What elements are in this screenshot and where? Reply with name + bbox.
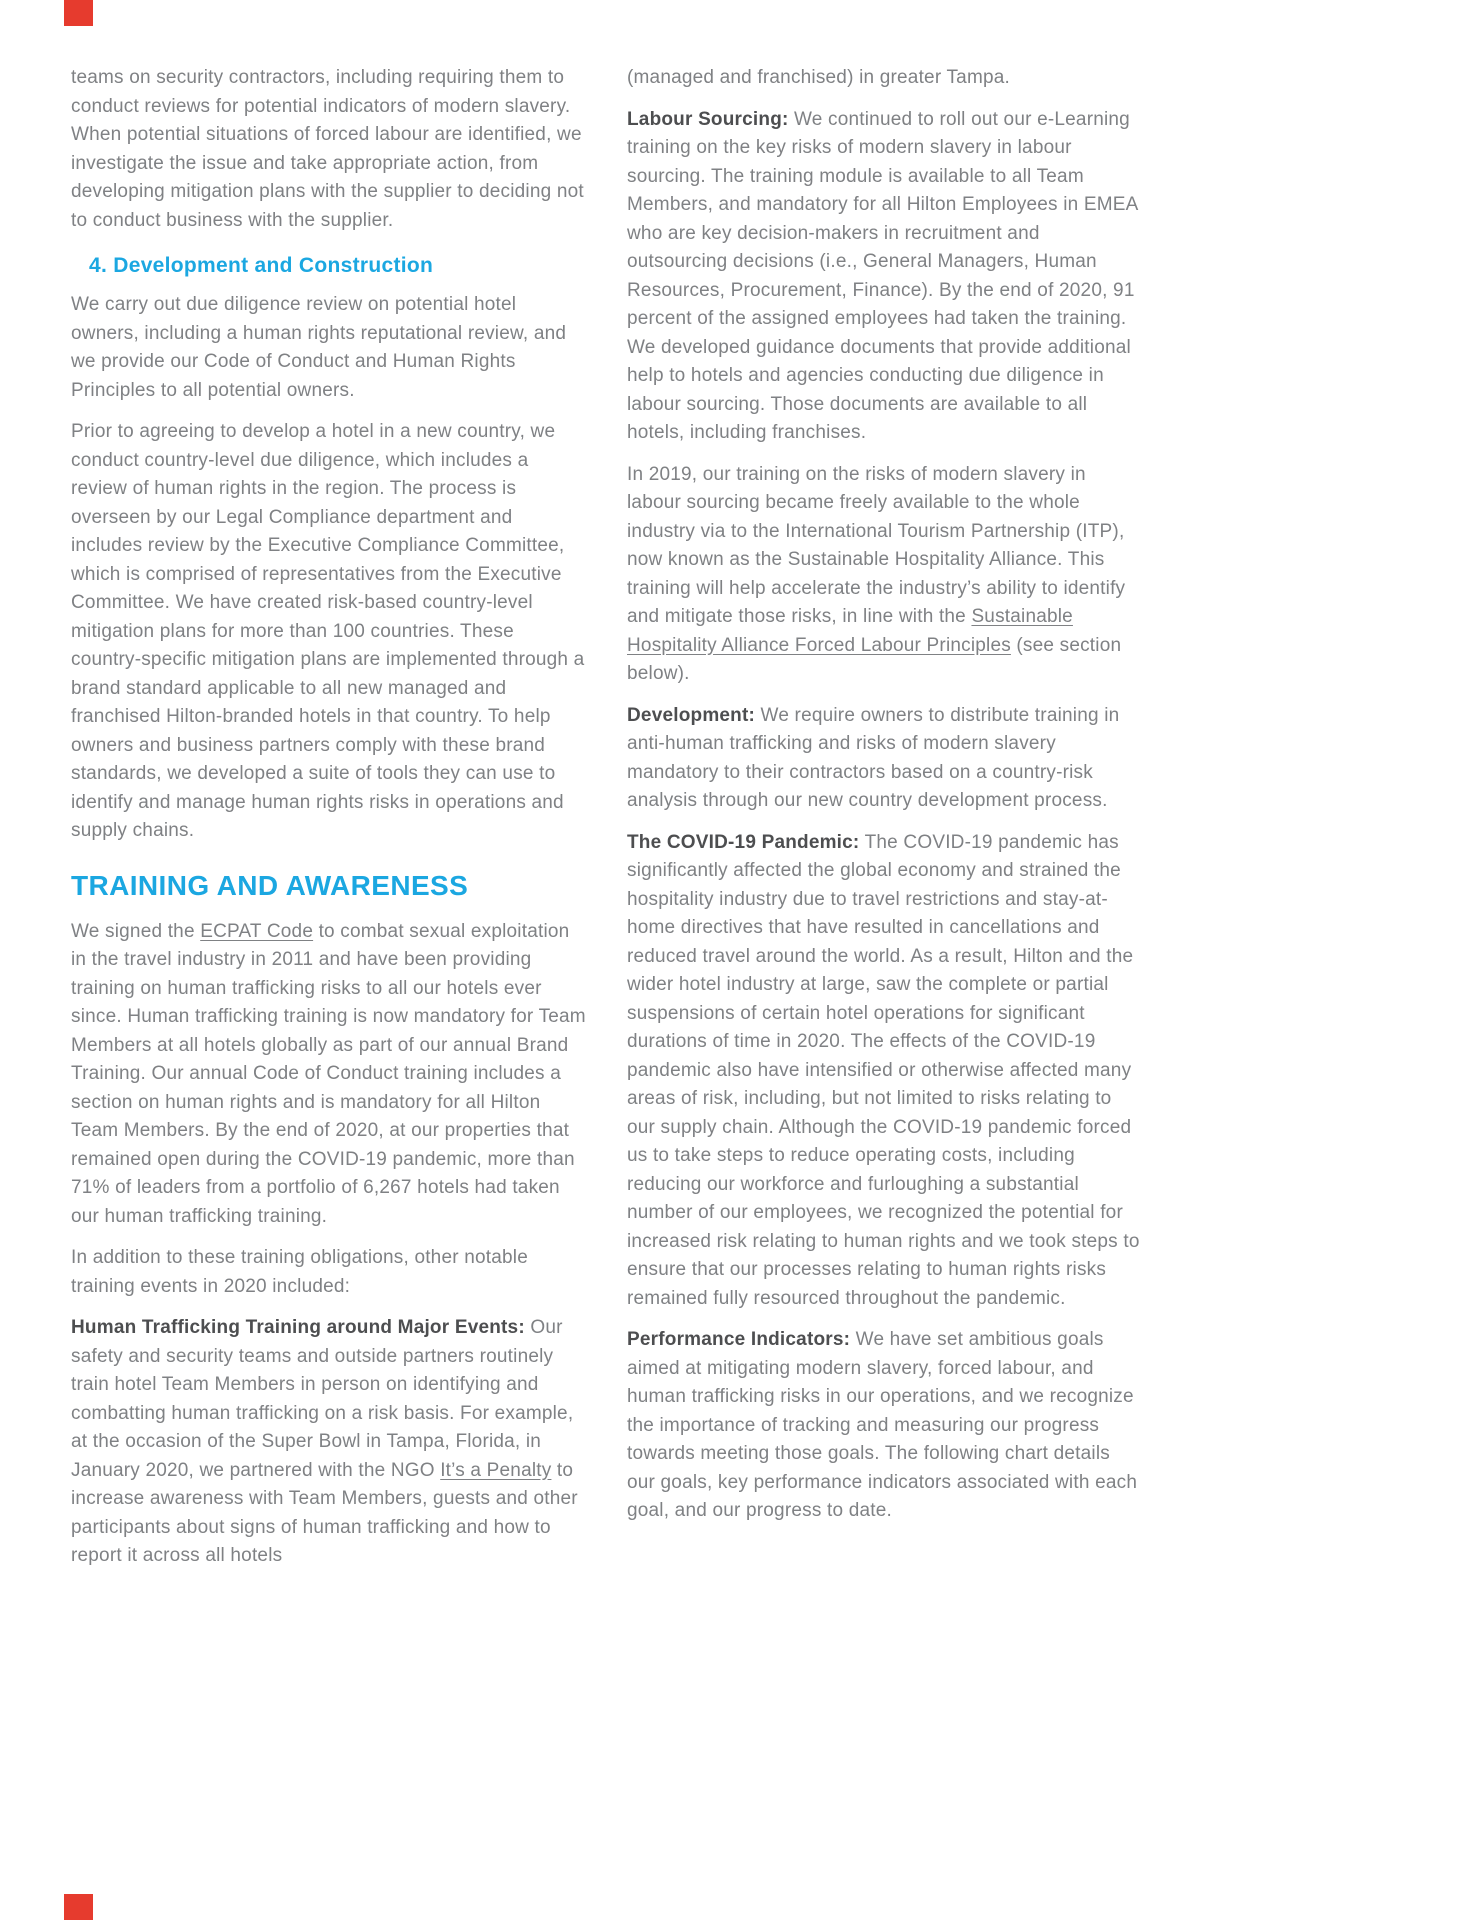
- text-run: Prior to agreeing to develop a hotel in a new country, we conduct country-level due diligence, which includes a review of human rights in the region. The process is overseen by our Legal Compliance department and includes review by the Executive Compliance Committee, which is comprised of representatives from the Executive Committee. We have created risk-based country-level mitigation plans for more than 100 countries. These country-specific mitigation plans are implemented through a brand standard applicable to all new managed and franchised Hilton-branded hotels in that country. To help owners and business partners comply with these brand standards, we developed a suite of tools they can use to identify and manage human rights risks in operations and supply chains.: [71, 421, 585, 841]
- text-run: In addition to these training obligations, other notable training events in 2020 included:: [71, 1247, 528, 1297]
- ecpat-code-link[interactable]: ECPAT Code: [200, 920, 314, 942]
- page-edge-mark-bottom: [64, 1894, 93, 1920]
- bold-lead-development: Development:: [627, 704, 756, 726]
- text-run: In 2019, our training on the risks of modern slavery in labour sourcing became freely available to the whole industry via to the International Tourism Partnership (ITP), now known as the Sustainable Hospitality Alliance. This training will help accelerate the industry’s ability to identify and mitigate those risks, in line with the: [627, 463, 1126, 627]
- paragraph-itp-training: [627, 461, 1142, 689]
- its-a-penalty-link[interactable]: It’s a Penalty: [440, 1459, 552, 1481]
- text-run: We require owners to distribute training in anti-human trafficking and risks of modern slavery mandatory to their contractors based on a country-risk analysis through our new country development process.: [627, 704, 1120, 811]
- bold-lead-labour-sourcing: Labour Sourcing:: [627, 108, 789, 130]
- text-run: to increase awareness with Team Members, guests and other participants about signs of human trafficking and how to report it across all hotels: [71, 1459, 578, 1566]
- text-run: (managed and franchised) in greater Tampa.: [627, 67, 1010, 88]
- bold-lead-covid-19-pandemic: The COVID-19 Pandemic:: [627, 831, 860, 853]
- text-run: We signed the: [71, 920, 201, 942]
- sha-forced-labour-principles-link[interactable]: Sustainable Hospitality Alliance Forced Labour Principles: [627, 606, 1073, 656]
- text-run: The COVID-19 pandemic has significantly affected the global economy and strained the hospitality industry due to travel restrictions and stay-at-home directives that have resulted in cancellations and reduced travel around the world. As a result, Hilton and the wider hotel industry at large, saw the complete or partial suspensions of certain hotel operations for significant durations of time in 2020. The effects of the COVID-19 pandemic also have intensified or otherwise affected many areas of risk, including, but not limited to risks relating to our supply chain. Although the COVID-19 pandemic forced us to take steps to reduce operating costs, including reducing our workforce and furloughing a substantial number of our employees, we recognized the potential for increased risk relating to human rights and we took steps to ensure that our processes relating to human rights risks remained fully resourced throughout the pandemic.: [627, 831, 1140, 1309]
- paragraph-labour-sourcing: [627, 106, 1142, 448]
- paragraph-security-contractors: [71, 64, 586, 235]
- paragraph-development: [627, 702, 1142, 816]
- paragraph-covid-19-pandemic: [627, 829, 1142, 1314]
- paragraph-ecpat-code: [71, 918, 586, 1232]
- bold-lead-performance-indicators: Performance Indicators:: [627, 1329, 851, 1350]
- page-edge-mark-top: [64, 0, 93, 26]
- right-column: [627, 64, 1142, 1571]
- paragraph-country-level-due-diligence: [71, 418, 586, 846]
- text-run: We have set ambitious goals aimed at mitigating modern slavery, forced labour, and human trafficking risks in our operations, and we recognize the importance of tracking and measuring our progress towards meeting those goals. The following chart details our goals, key performance indicators associated with each goal, and our progress to date.: [627, 1329, 1138, 1521]
- paragraph-due-diligence-review: [71, 291, 586, 405]
- text-run: (see section below).: [627, 634, 1122, 684]
- text-run: We continued to roll out our e-Learning training on the key risks of modern slavery in labour sourcing. The training module is available to all Team Members, and mandatory for all Hilton Employees in EMEA who are key decision-makers in recruitment and outsourcing decisions (i.e., General Managers, Human Resources, Procurement, Finance). By the end of 2020, 91 percent of the assigned employees had taken the training. We developed guidance documents that provide additional help to hotels and agencies conducting due diligence in labour sourcing. Those documents are available to all hotels, including franchises.: [627, 108, 1138, 443]
- heading-development-and-construction: [71, 253, 586, 279]
- paragraph-human-trafficking-training-major-events: [71, 1314, 586, 1571]
- left-column: [71, 64, 586, 1571]
- paragraph-training-obligations: [71, 1244, 586, 1301]
- bold-lead-major-events: Human Trafficking Training around Major Events:: [71, 1317, 525, 1338]
- text-run: 4. Development and Construction: [89, 254, 434, 277]
- text-run: Our safety and security teams and outside partners routinely train hotel Team Members in person on identifying and combatting human trafficking on a risk basis. For example, at the occasion of the Super Bowl in Tampa, Florida, in January 2020, we partnered with the NGO: [71, 1317, 574, 1481]
- paragraph-performance-indicators: [627, 1326, 1142, 1526]
- paragraph-managed-and-franchised: [627, 64, 1142, 93]
- text-run: We carry out due diligence review on potential hotel owners, including a human rights reputational review, and we provide our Code of Conduct and Human Rights Principles to all potential owners.: [71, 294, 567, 401]
- text-run: to combat sexual exploitation in the travel industry in 2011 and have been providing training on human trafficking risks to all our hotels ever since. Human trafficking training is now mandatory for Team Members at all hotels globally as part of our annual Brand Training. Our annual Code of Conduct training includes a section on human rights and is mandatory for all Hilton Team Members. By the end of 2020, at our properties that remained open during the COVID-19 pandemic, more than 71% of leaders from a portfolio of 6,267 hotels had taken our human trafficking training.: [71, 920, 586, 1227]
- text-run: teams on security contractors, including requiring them to conduct reviews for potential indicators of modern slavery. When potential situations of forced labour are identified, we investigate the issue and take appropriate action, from developing mitigation plans with the supplier to deciding not to conduct business with the supplier.: [71, 67, 584, 231]
- heading-training-and-awareness: [71, 870, 586, 902]
- text-run: TRAINING AND AWARENESS: [71, 869, 469, 901]
